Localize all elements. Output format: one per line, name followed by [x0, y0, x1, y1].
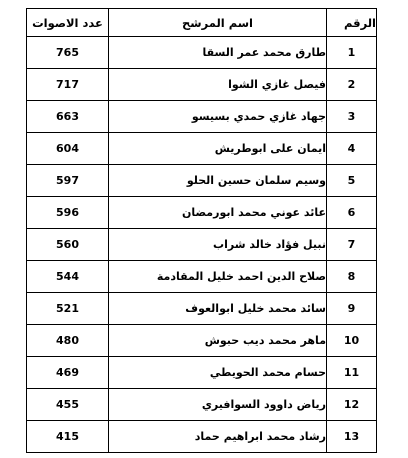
votes-cell: 717 — [27, 69, 109, 101]
table-row — [27, 229, 377, 261]
votes-header: عدد الاصوات — [27, 9, 109, 37]
votes-cell: 604 — [27, 133, 109, 165]
votes-cell: 469 — [27, 357, 109, 389]
candidate-name-cell: ايمان على ابوطريش — [109, 133, 327, 165]
rank-cell: 6 — [327, 197, 377, 229]
candidate-name-cell: جهاد غازي حمدي بسيسو — [109, 101, 327, 133]
candidate-name-cell: رياض داوود السوافيري — [109, 389, 327, 421]
table-row — [27, 37, 377, 69]
rank-cell: 10 — [327, 325, 377, 357]
votes-cell: 596 — [27, 197, 109, 229]
rank-cell: 2 — [327, 69, 377, 101]
rank-cell: 11 — [327, 357, 377, 389]
candidate-name-cell: حسام محمد الحويطي — [109, 357, 327, 389]
table-row — [27, 389, 377, 421]
header-row — [27, 9, 377, 37]
candidate-name-cell: ماهر محمد ديب حبوش — [109, 325, 327, 357]
candidate-name-cell: رشاد محمد ابراهيم حماد — [109, 421, 327, 453]
votes-cell: 663 — [27, 101, 109, 133]
candidate-name-cell: نبيل فؤاد خالد شراب — [109, 229, 327, 261]
candidate-name-cell: وسيم سلمان حسين الحلو — [109, 165, 327, 197]
candidate-name-cell: سائد محمد خليل ابوالعوف — [109, 293, 327, 325]
candidate-header: اسم المرشح — [109, 9, 327, 37]
table-row — [27, 197, 377, 229]
rank-header: الرقم — [327, 9, 377, 37]
rank-cell: 8 — [327, 261, 377, 293]
votes-cell: 415 — [27, 421, 109, 453]
votes-cell: 597 — [27, 165, 109, 197]
rank-cell: 12 — [327, 389, 377, 421]
rank-cell: 7 — [327, 229, 377, 261]
table-row — [27, 421, 377, 453]
rank-cell: 1 — [327, 37, 377, 69]
table-row — [27, 357, 377, 389]
votes-cell: 560 — [27, 229, 109, 261]
table-row — [27, 101, 377, 133]
rank-cell: 5 — [327, 165, 377, 197]
table-row — [27, 293, 377, 325]
rank-cell: 13 — [327, 421, 377, 453]
rank-cell: 3 — [327, 101, 377, 133]
candidate-name-cell: فيصل غازي الشوا — [109, 69, 327, 101]
candidate-name-cell: صلاح الدين احمد خليل المقادمة — [109, 261, 327, 293]
results-table — [26, 8, 377, 453]
table-row — [27, 133, 377, 165]
rank-cell: 4 — [327, 133, 377, 165]
candidate-name-cell: طارق محمد عمر السقا — [109, 37, 327, 69]
table-row — [27, 261, 377, 293]
votes-cell: 521 — [27, 293, 109, 325]
table-row — [27, 69, 377, 101]
votes-cell: 480 — [27, 325, 109, 357]
votes-cell: 544 — [27, 261, 109, 293]
candidate-name-cell: عائد عوني محمد ابورمضان — [109, 197, 327, 229]
votes-cell: 765 — [27, 37, 109, 69]
table-row — [27, 325, 377, 357]
table-row — [27, 165, 377, 197]
votes-cell: 455 — [27, 389, 109, 421]
rank-cell: 9 — [327, 293, 377, 325]
